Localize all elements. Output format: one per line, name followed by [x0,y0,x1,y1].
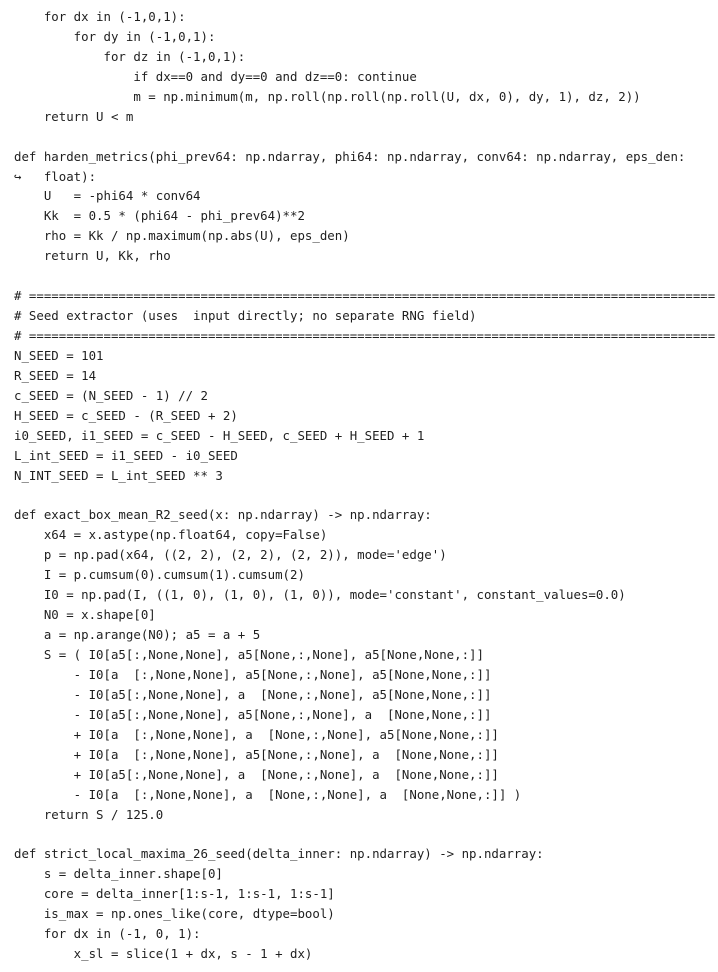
code-line: i0_SEED, i1_SEED = c_SEED - H_SEED, c_SEED + H_SEED + 1 [14,427,425,443]
code-line: def harden_metrics(phi_prev64: np.ndarray, phi64: np.ndarray, conv64: np.ndarray, eps_den: [14,148,686,164]
code-line: U = -phi64 * conv64 [14,188,201,204]
code-line: c_SEED = (N_SEED - 1) // 2 [14,387,208,403]
code-line: I = p.cumsum(0).cumsum(1).cumsum(2) [14,567,305,583]
code-line: R_SEED = 14 [14,367,97,383]
code-line: N0 = x.shape[0] [14,607,156,623]
code-line: for dy in (-1,0,1): [14,28,216,44]
code-line [14,824,715,844]
code-line: - I0[a [:,None,None], a [None,:,None], a [None,None,:]] ) [14,786,522,802]
code-line: def exact_box_mean_R2_seed(x: np.ndarray) -> np.ndarray: [14,507,432,523]
code-line: Kk = 0.5 * (phi64 - phi_prev64)**2 [14,208,305,224]
code-line: return U < m [14,108,134,124]
code-line: + I0[a [:,None,None], a [None,:,None], a5[None,None,:]] [14,726,499,742]
code-line: - I0[a5[:,None,None], a5[None,:,None], a [None,None,:]] [14,706,492,722]
code-line: H_SEED = c_SEED - (R_SEED + 2) [14,407,238,423]
code-listing [14,7,715,964]
code-line: x64 = x.astype(np.float64, copy=False) [14,527,328,543]
code-line: # ============================================================================================ [14,288,716,304]
code-line: m = np.minimum(m, np.roll(np.roll(np.roll(U, dx, 0), dy, 1), dz, 2)) [14,88,641,104]
code-line: core = delta_inner[1:s-1, 1:s-1, 1:s-1] [14,886,335,902]
code-line: # Seed extractor (uses input directly; no separate RNG field) [14,308,477,324]
code-line: + I0[a [:,None,None], a5[None,:,None], a [None,None,:]] [14,746,499,762]
code-line: for dz in (-1,0,1): [14,48,246,64]
code-line: I0 = np.pad(I, ((1, 0), (1, 0), (1, 0)), mode='constant', constant_values=0.0) [14,587,626,603]
code-line: return S / 125.0 [14,806,164,822]
code-line: x_sl = slice(1 + dx, s - 1 + dx) [14,946,313,962]
code-line: rho = Kk / np.maximum(np.abs(U), eps_den) [14,228,350,244]
code-line: ↪ float): [14,168,97,184]
code-line: is_max = np.ones_like(core, dtype=bool) [14,906,335,922]
code-line: + I0[a5[:,None,None], a [None,:,None], a [None,None,:]] [14,766,499,782]
code-line: def strict_local_maxima_26_seed(delta_inner: np.ndarray) -> np.ndarray: [14,846,544,862]
code-line: S = ( I0[a5[:,None,None], a5[None,:,None], a5[None,None,:]] [14,647,484,662]
code-line: if dx==0 and dy==0 and dz==0: continue [14,68,417,84]
code-line: a = np.arange(N0); a5 = a + 5 [14,627,261,643]
code-line: for dx in (-1, 0, 1): [14,926,201,942]
code-line [14,127,715,147]
code-line: N_INT_SEED = L_int_SEED ** 3 [14,467,223,483]
code-line: s = delta_inner.shape[0] [14,866,223,882]
code-line: - I0[a5[:,None,None], a [None,:,None], a5[None,None,:]] [14,686,492,702]
code-line: L_int_SEED = i1_SEED - i0_SEED [14,447,238,463]
code-line: for dx in (-1,0,1): [14,9,186,24]
code-line: - I0[a [:,None,None], a5[None,:,None], a5[None,None,:]] [14,666,492,682]
code-line: # ============================================================================================ [14,328,716,343]
code-line [14,266,715,286]
code-line: N_SEED = 101 [14,347,104,363]
code-line: return U, Kk, rho [14,248,171,264]
code-line [14,486,715,506]
code-line: p = np.pad(x64, ((2, 2), (2, 2), (2, 2)), mode='edge') [14,547,447,563]
